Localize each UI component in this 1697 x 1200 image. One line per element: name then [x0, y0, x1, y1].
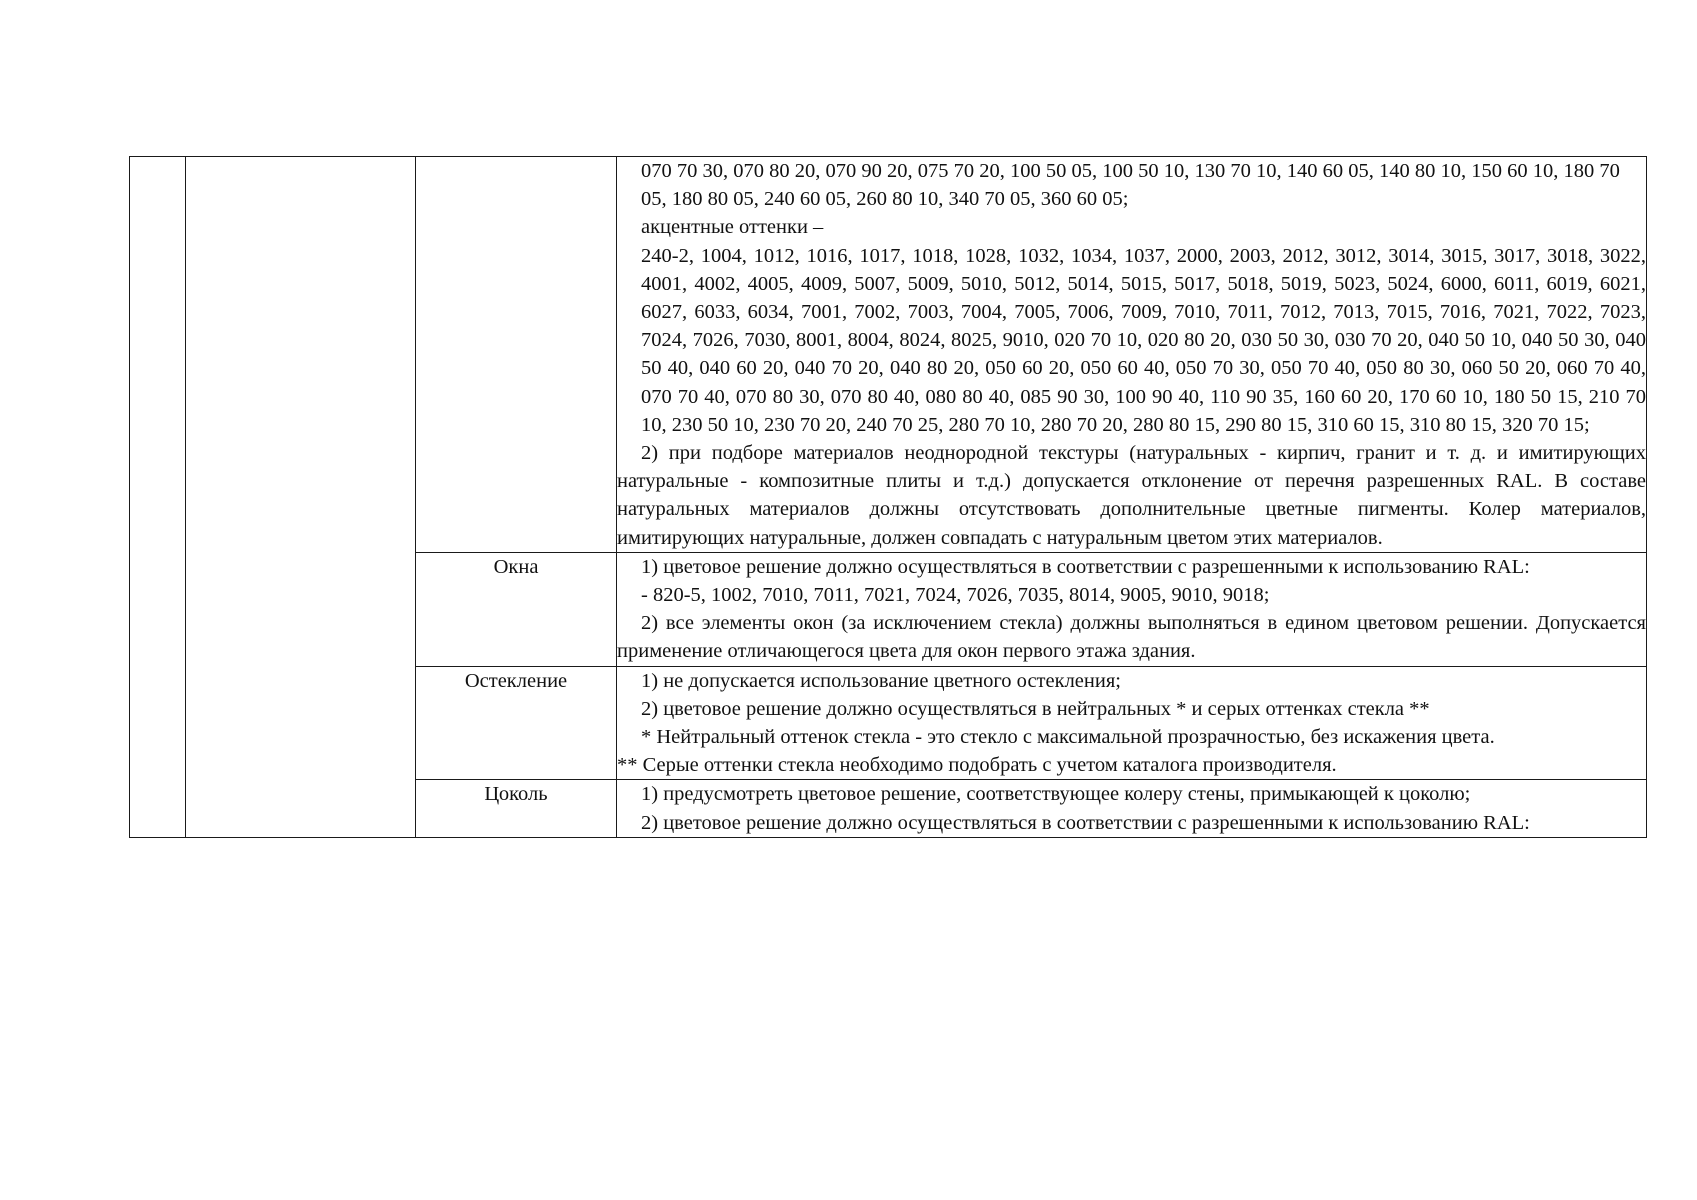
requirements-cell-walls: [617, 157, 1647, 553]
number-cell: [130, 157, 186, 838]
base-shades-list: 070 70 30, 070 80 20, 070 90 20, 075 70 20, 100 50 05, 100 50 10, 130 70 10, 140 60 05, 140 80 10, 150 60 10, 180 70 05, 180 80 05, 240 60 05, 260 80 10, 340 70 05, 360 60 05;: [641, 160, 1620, 211]
glazing-note-2: ** Серые оттенки стекла необходимо подобрать с учетом каталога производителя.: [617, 754, 1337, 777]
requirements-cell-windows: [617, 552, 1647, 666]
plinth-rule-1: 1) предусмотреть цветовое решение, соответствующее колеру стены, примыкающей к цоколю;: [641, 783, 1471, 806]
glazing-rule-2: 2) цветовое решение должно осуществляться в нейтральных * и серых оттенках стекла **: [641, 697, 1430, 720]
accent-shades-list: 240-2, 1004, 1012, 1016, 1017, 1018, 1028, 1032, 1034, 1037, 2000, 2003, 2012, 3012, 3014, 3015, 3017, 3018, 3022, 4001, 4002, 4005, 4009, 5007, 5009, 5010, 5012, 5014, 5015, 5017, 5018, 5019, 5023, 5024, 6000, 6011, 6019, 6021, 6027, 6033, 6034, 7001, 7002, 7003, 7004, 7005, 7006, 7009, 7010, 7011, 7012, 7013, 7015, 7016, 7021, 7022, 7023, 7024, 7026, 7030, 8001, 8004, 8024, 8025, 9010, 020 70 10, 020 80 20, 030 50 30, 030 70 20, 040 50 10, 040 50 30, 040 50 40, 040 60 20, 040 70 20, 040 80 20, 050 60 20, 050 60 40, 050 70 30, 050 70 40, 050 80 30, 060 50 20, 060 70 40, 070 70 40, 070 80 30, 070 80 40, 080 80 40, 085 90 30, 100 90 40, 110 90 35, 160 60 20, 170 60 10, 180 50 15, 210 70 10, 230 50 10, 230 70 20, 240 70 25, 280 70 10, 280 70 20, 280 80 15, 290 80 15, 310 60 15, 310 80 15, 320 70 15;: [641, 244, 1646, 436]
table-row-walls: [130, 157, 1647, 553]
windows-rule-2: 2) все элементы окон (за исключением стекла) должны выполняться в едином цветовом решении. Допускается применение отличающегося цвета для окон первого этажа здания.: [617, 612, 1646, 663]
element-label-walls: [416, 157, 617, 553]
requirements-cell-plinth: [617, 780, 1647, 837]
walls-rule-2: 2) при подборе материалов неоднородной текстуры (натуральных - кирпич, гранит и т. д. и имитирующих натуральные - композитные плиты и т.д.) допускается отклонение от перечня разрешенных RAL. В составе натуральных материалов должны отсутствовать дополнительные цветные пигменты. Колер материалов, имитирующих натуральные, должен совпадать с натуральным цветом этих материалов.: [617, 442, 1646, 549]
accent-shades-title: акцентные оттенки –: [641, 216, 824, 239]
windows-ral-list: - 820-5, 1002, 7010, 7011, 7021, 7024, 7026, 7035, 8014, 9005, 9010, 9018;: [641, 584, 1270, 607]
windows-rule-1: 1) цветовое решение должно осуществляться в соответствии с разрешенными к использованию RAL:: [641, 555, 1530, 578]
requirements-cell-glazing: [617, 666, 1647, 780]
element-label-glazing: Остекление: [416, 666, 617, 780]
plinth-rule-2: 2) цветовое решение должно осуществляться в соответствии с разрешенными к использованию RAL:: [641, 811, 1530, 834]
glazing-note-1: * Нейтральный оттенок стекла - это стекло с максимальной прозрачностью, без искажения цвета.: [641, 726, 1495, 749]
object-cell: [186, 157, 416, 838]
glazing-rule-1: 1) не допускается использование цветного остекления;: [641, 669, 1121, 692]
element-label-plinth: Цоколь: [416, 780, 617, 837]
element-label-windows: Окна: [416, 552, 617, 666]
facade-color-table: [129, 156, 1647, 838]
